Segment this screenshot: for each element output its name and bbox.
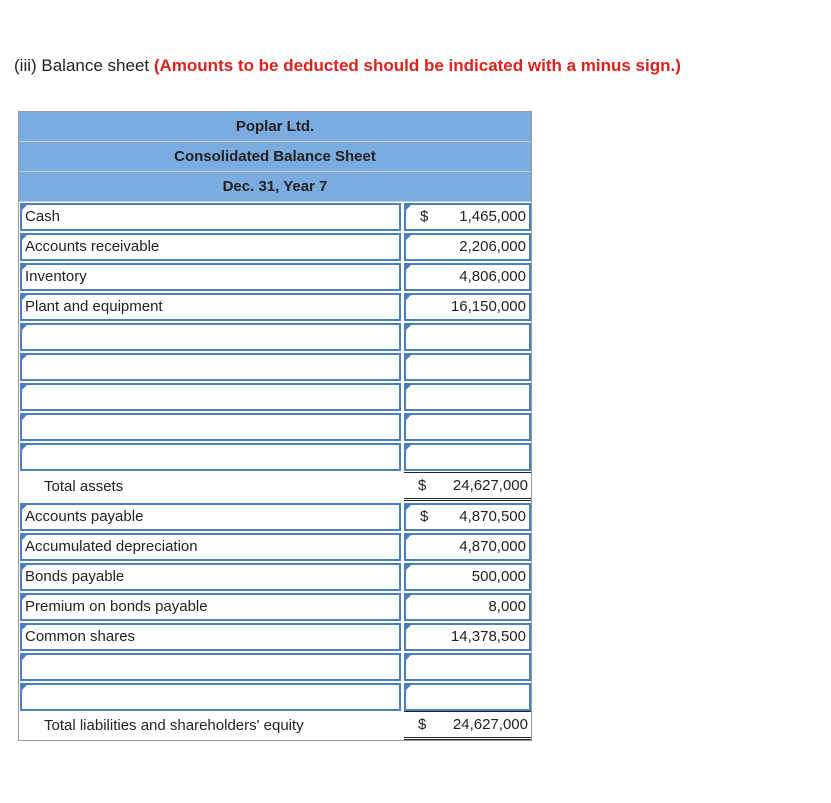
dropdown-marker-icon — [405, 564, 412, 571]
total-assets-row — [19, 472, 531, 502]
asset-row — [19, 382, 531, 412]
liability-amount-input[interactable] — [404, 683, 531, 711]
asset-label-input[interactable] — [20, 323, 401, 351]
asset-amount-input[interactable]: 16,150,000 — [404, 293, 531, 321]
dropdown-marker-icon — [21, 504, 28, 511]
company-name: Poplar Ltd. — [19, 112, 531, 142]
dropdown-marker-icon — [21, 354, 28, 361]
total-liabilities-amount: $ 24,627,000 — [404, 711, 531, 740]
asset-label-input[interactable]: Accounts receivable — [20, 233, 401, 261]
currency-symbol: $ — [420, 208, 429, 225]
asset-label-input[interactable] — [20, 353, 401, 381]
asset-amount-input[interactable]: $ 1,465,000 — [404, 203, 531, 231]
dropdown-marker-icon — [21, 294, 28, 301]
dropdown-marker-icon — [405, 504, 412, 511]
total-assets-label: Total assets — [44, 478, 124, 495]
dropdown-marker-icon — [21, 324, 28, 331]
dropdown-marker-icon — [21, 384, 28, 391]
total-liabilities-row — [19, 711, 531, 741]
liability-row — [19, 652, 531, 682]
asset-amount-input[interactable] — [404, 323, 531, 351]
asset-amount-input[interactable] — [404, 353, 531, 381]
dropdown-marker-icon — [21, 414, 28, 421]
total-assets-amount: $ 24,627,000 — [404, 472, 531, 501]
liability-row — [19, 622, 531, 652]
balance-sheet-table — [18, 111, 532, 741]
asset-label-input[interactable] — [20, 383, 401, 411]
liability-row — [19, 592, 531, 622]
asset-amount-input[interactable]: 2,206,000 — [404, 233, 531, 261]
liability-label-input[interactable] — [20, 653, 401, 681]
liability-label-input[interactable]: Common shares — [20, 623, 401, 651]
asset-label-input[interactable]: Plant and equipment — [20, 293, 401, 321]
dropdown-marker-icon — [405, 684, 412, 691]
dropdown-marker-icon — [405, 444, 412, 451]
dropdown-marker-icon — [405, 534, 412, 541]
liability-amount-input[interactable] — [404, 653, 531, 681]
asset-amount-input[interactable] — [404, 383, 531, 411]
asset-row — [19, 232, 531, 262]
dropdown-marker-icon — [405, 324, 412, 331]
dropdown-marker-icon — [21, 594, 28, 601]
dropdown-marker-icon — [21, 534, 28, 541]
dropdown-marker-icon — [405, 204, 412, 211]
liability-amount-input[interactable]: 14,378,500 — [404, 623, 531, 651]
asset-label-input[interactable] — [20, 413, 401, 441]
asset-amount-input[interactable] — [404, 413, 531, 441]
total-liabilities-label: Total liabilities and shareholders' equity — [44, 717, 304, 734]
dropdown-marker-icon — [21, 654, 28, 661]
dropdown-marker-icon — [405, 264, 412, 271]
asset-amount-input[interactable]: 4,806,000 — [404, 263, 531, 291]
asset-row — [19, 262, 531, 292]
dropdown-marker-icon — [405, 384, 412, 391]
liability-label-input[interactable] — [20, 683, 401, 711]
dropdown-marker-icon — [21, 204, 28, 211]
currency-symbol: $ — [418, 716, 427, 733]
dropdown-marker-icon — [405, 594, 412, 601]
liability-amount-input[interactable]: $ 4,870,500 — [404, 503, 531, 531]
liability-row — [19, 502, 531, 532]
liability-row — [19, 532, 531, 562]
currency-symbol: $ — [420, 508, 429, 525]
heading-instruction: (Amounts to be deducted should be indicated with a minus sign.) — [153, 56, 681, 75]
liability-label-input[interactable]: Accumulated depreciation — [20, 533, 401, 561]
dropdown-marker-icon — [405, 294, 412, 301]
dropdown-marker-icon — [405, 414, 412, 421]
asset-row — [19, 442, 531, 472]
asset-row — [19, 292, 531, 322]
asset-label-input[interactable]: Inventory — [20, 263, 401, 291]
dropdown-marker-icon — [405, 354, 412, 361]
asset-row — [19, 412, 531, 442]
statement-title: Consolidated Balance Sheet — [19, 142, 531, 172]
statement-date: Dec. 31, Year 7 — [19, 172, 531, 202]
liability-amount-input[interactable]: 500,000 — [404, 563, 531, 591]
liability-amount-input[interactable]: 8,000 — [404, 593, 531, 621]
asset-label-input[interactable]: Cash — [20, 203, 401, 231]
dropdown-marker-icon — [21, 234, 28, 241]
dropdown-marker-icon — [405, 654, 412, 661]
dropdown-marker-icon — [21, 264, 28, 271]
asset-row — [19, 202, 531, 232]
currency-symbol: $ — [418, 477, 427, 494]
liability-label-input[interactable]: Premium on bonds payable — [20, 593, 401, 621]
liability-amount-input[interactable]: 4,870,000 — [404, 533, 531, 561]
dropdown-marker-icon — [405, 234, 412, 241]
heading-lead: (iii) Balance sheet — [14, 56, 150, 75]
dropdown-marker-icon — [405, 624, 412, 631]
liability-label-input[interactable]: Accounts payable — [20, 503, 401, 531]
dropdown-marker-icon — [21, 684, 28, 691]
dropdown-marker-icon — [21, 624, 28, 631]
dropdown-marker-icon — [21, 444, 28, 451]
liability-row — [19, 562, 531, 592]
asset-amount-input[interactable] — [404, 443, 531, 471]
question-heading — [14, 56, 681, 76]
asset-row — [19, 322, 531, 352]
liability-row — [19, 682, 531, 712]
asset-row — [19, 352, 531, 382]
asset-label-input[interactable] — [20, 443, 401, 471]
liability-label-input[interactable]: Bonds payable — [20, 563, 401, 591]
dropdown-marker-icon — [21, 564, 28, 571]
